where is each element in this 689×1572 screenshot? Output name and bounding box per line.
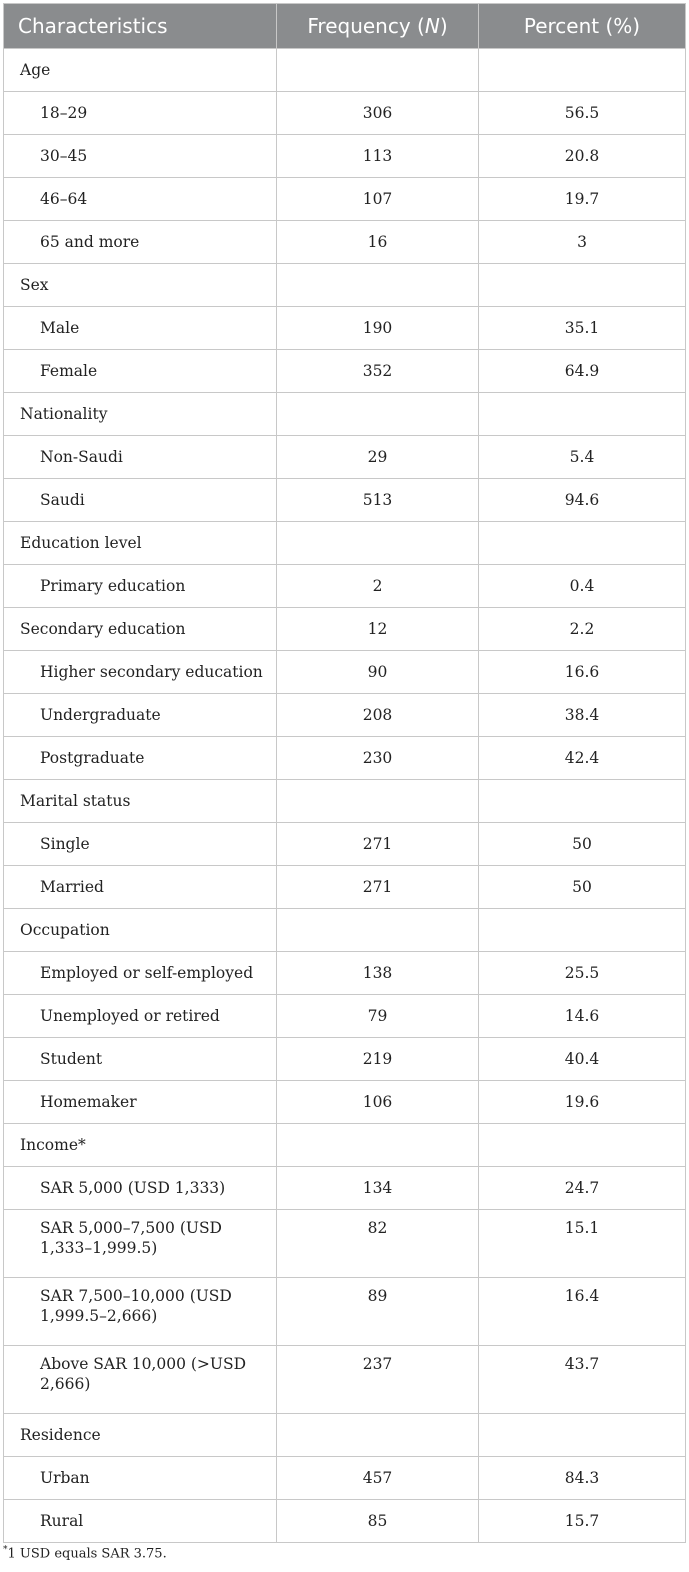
table-row — [4, 264, 686, 307]
header-frequency-n: N — [424, 14, 440, 38]
table-row — [4, 608, 686, 651]
row-frequency: 16 — [277, 221, 479, 264]
row-percent: 84.3 — [479, 1457, 686, 1500]
footnote-marker: * — [3, 1545, 8, 1555]
row-frequency: 79 — [277, 995, 479, 1038]
row-label: Rural — [4, 1500, 277, 1543]
row-frequency — [277, 1124, 479, 1167]
table-row — [4, 92, 686, 135]
header-frequency — [277, 4, 479, 49]
footnote-text: 1 USD equals SAR 3.75. — [7, 1546, 167, 1562]
row-frequency: 82 — [277, 1210, 479, 1278]
row-label: Postgraduate — [4, 737, 277, 780]
row-percent: 40.4 — [479, 1038, 686, 1081]
row-percent: 56.5 — [479, 92, 686, 135]
row-frequency: 12 — [277, 608, 479, 651]
row-label: Primary education — [4, 565, 277, 608]
table-row — [4, 1167, 686, 1210]
row-percent: 14.6 — [479, 995, 686, 1038]
row-percent: 16.6 — [479, 651, 686, 694]
row-frequency: 89 — [277, 1278, 479, 1346]
table-row — [4, 780, 686, 823]
row-percent: 43.7 — [479, 1346, 686, 1414]
row-percent: 15.7 — [479, 1500, 686, 1543]
row-frequency: 513 — [277, 479, 479, 522]
row-label: 30–45 — [4, 135, 277, 178]
table-row — [4, 1414, 686, 1457]
row-frequency — [277, 393, 479, 436]
row-label: Higher secondary education — [4, 651, 277, 694]
row-percent — [479, 393, 686, 436]
row-percent: 0.4 — [479, 565, 686, 608]
row-label: Non-Saudi — [4, 436, 277, 479]
table-row — [4, 522, 686, 565]
table-row — [4, 436, 686, 479]
row-frequency — [277, 522, 479, 565]
row-frequency: 2 — [277, 565, 479, 608]
row-label: Age — [4, 49, 277, 92]
row-percent — [479, 780, 686, 823]
row-label: SAR 5,000–7,500 (USD 1,333–1,999.5) — [4, 1210, 277, 1278]
row-frequency: 219 — [277, 1038, 479, 1081]
table-row — [4, 393, 686, 436]
table-row — [4, 1124, 686, 1167]
table-row — [4, 178, 686, 221]
row-frequency: 90 — [277, 651, 479, 694]
row-frequency: 208 — [277, 694, 479, 737]
header-characteristics: Characteristics — [4, 4, 277, 49]
table-row — [4, 866, 686, 909]
table-row — [4, 995, 686, 1038]
row-frequency: 134 — [277, 1167, 479, 1210]
row-label: Urban — [4, 1457, 277, 1500]
row-label: Education level — [4, 522, 277, 565]
table-row — [4, 651, 686, 694]
row-frequency: 352 — [277, 350, 479, 393]
row-frequency — [277, 264, 479, 307]
row-percent: 25.5 — [479, 952, 686, 995]
row-label: Undergraduate — [4, 694, 277, 737]
row-label: Residence — [4, 1414, 277, 1457]
table-row — [4, 1500, 686, 1543]
row-percent: 50 — [479, 823, 686, 866]
row-label: Student — [4, 1038, 277, 1081]
row-label: Homemaker — [4, 1081, 277, 1124]
row-label: Married — [4, 866, 277, 909]
row-label: Sex — [4, 264, 277, 307]
row-frequency — [277, 780, 479, 823]
row-percent: 19.6 — [479, 1081, 686, 1124]
row-percent — [479, 1414, 686, 1457]
row-frequency: 107 — [277, 178, 479, 221]
row-frequency — [277, 909, 479, 952]
row-label: Above SAR 10,000 (>USD 2,666) — [4, 1346, 277, 1414]
table-row — [4, 1278, 686, 1346]
footnote — [3, 1545, 167, 1561]
table-row — [4, 737, 686, 780]
row-percent: 20.8 — [479, 135, 686, 178]
table-row — [4, 1457, 686, 1500]
table-row — [4, 1346, 686, 1414]
table-row — [4, 909, 686, 952]
row-percent: 24.7 — [479, 1167, 686, 1210]
row-percent — [479, 264, 686, 307]
row-frequency: 230 — [277, 737, 479, 780]
row-frequency: 271 — [277, 823, 479, 866]
table-row — [4, 1038, 686, 1081]
row-label: Employed or self-employed — [4, 952, 277, 995]
table-row — [4, 1210, 686, 1278]
row-frequency: 29 — [277, 436, 479, 479]
header-frequency-close: ) — [439, 14, 448, 38]
row-frequency: 113 — [277, 135, 479, 178]
row-percent: 2.2 — [479, 608, 686, 651]
row-percent: 42.4 — [479, 737, 686, 780]
row-percent: 35.1 — [479, 307, 686, 350]
row-frequency: 85 — [277, 1500, 479, 1543]
table-row — [4, 479, 686, 522]
row-percent: 38.4 — [479, 694, 686, 737]
row-label: Income* — [4, 1124, 277, 1167]
row-label: Marital status — [4, 780, 277, 823]
table-row — [4, 307, 686, 350]
header-percent: Percent (%) — [479, 4, 686, 49]
row-label: Male — [4, 307, 277, 350]
row-percent: 3 — [479, 221, 686, 264]
header-frequency-text: Frequency ( — [307, 14, 425, 38]
row-frequency: 271 — [277, 866, 479, 909]
table-row — [4, 823, 686, 866]
table-row — [4, 350, 686, 393]
row-label: Occupation — [4, 909, 277, 952]
row-percent: 5.4 — [479, 436, 686, 479]
row-label: 18–29 — [4, 92, 277, 135]
table-row — [4, 1081, 686, 1124]
table-row — [4, 565, 686, 608]
row-label: Nationality — [4, 393, 277, 436]
table-row — [4, 694, 686, 737]
row-label: Saudi — [4, 479, 277, 522]
header-row — [4, 4, 686, 49]
row-frequency — [277, 1414, 479, 1457]
row-percent — [479, 49, 686, 92]
row-percent — [479, 909, 686, 952]
row-percent — [479, 522, 686, 565]
table-row — [4, 221, 686, 264]
row-label: Single — [4, 823, 277, 866]
row-frequency: 190 — [277, 307, 479, 350]
demographics-table — [3, 3, 686, 1543]
row-label: Unemployed or retired — [4, 995, 277, 1038]
row-percent: 50 — [479, 866, 686, 909]
row-frequency: 106 — [277, 1081, 479, 1124]
row-label: Secondary education — [4, 608, 277, 651]
row-frequency: 306 — [277, 92, 479, 135]
row-frequency: 237 — [277, 1346, 479, 1414]
row-frequency: 457 — [277, 1457, 479, 1500]
row-percent — [479, 1124, 686, 1167]
row-percent: 16.4 — [479, 1278, 686, 1346]
row-percent: 94.6 — [479, 479, 686, 522]
table-row — [4, 135, 686, 178]
row-label: 65 and more — [4, 221, 277, 264]
row-label: 46–64 — [4, 178, 277, 221]
row-label: SAR 5,000 (USD 1,333) — [4, 1167, 277, 1210]
row-percent: 15.1 — [479, 1210, 686, 1278]
table-row — [4, 49, 686, 92]
row-label: SAR 7,500–10,000 (USD 1,999.5–2,666) — [4, 1278, 277, 1346]
row-percent: 64.9 — [479, 350, 686, 393]
row-frequency — [277, 49, 479, 92]
row-percent: 19.7 — [479, 178, 686, 221]
table-row — [4, 952, 686, 995]
row-label: Female — [4, 350, 277, 393]
row-frequency: 138 — [277, 952, 479, 995]
